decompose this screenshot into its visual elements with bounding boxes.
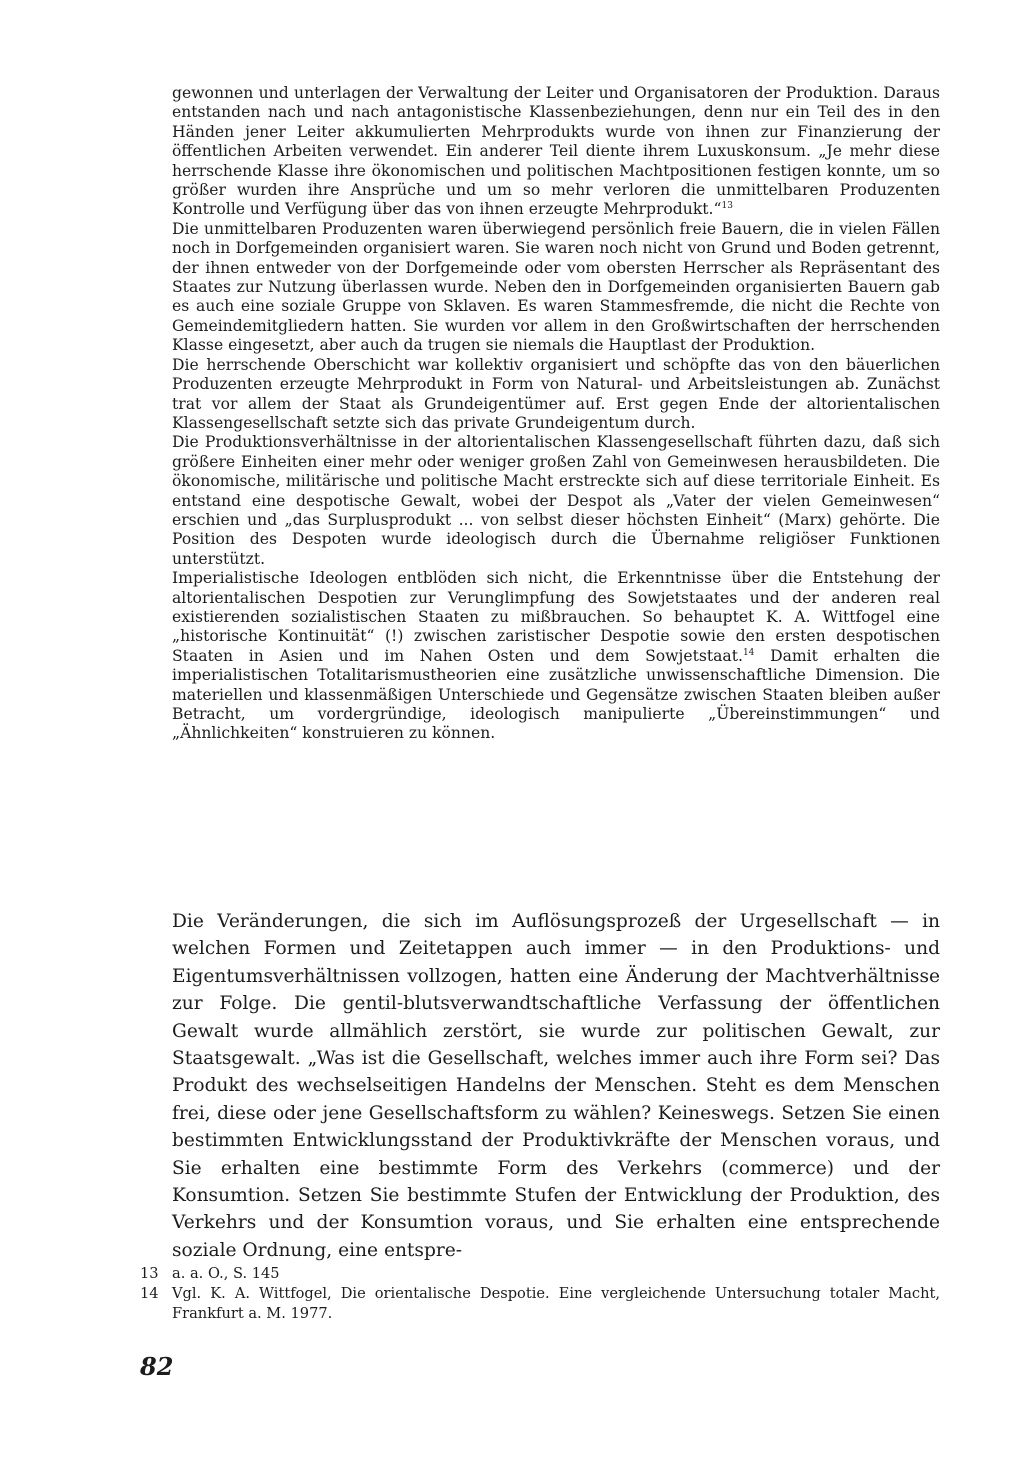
main-text-block xyxy=(172,84,940,744)
footnote-ref-14: 14 xyxy=(742,647,755,658)
paragraph-5 xyxy=(172,569,940,744)
paragraph-1-text: gewonnen und unterlagen der Verwaltung der Leiter und Organisatoren der Produktion. Daraus entstanden nach und nach antagonistische Klassenbeziehungen, denn nur ein Teil des in den Händen jener Leiter akkumulierten Mehrprodukts wurde von ihnen zur Finanzierung der öffentlichen Arbeiten verwendet. Ein anderer Teil diente ihrem Luxuskonsum. „Je mehr diese herrschende Klasse ihre ökonomischen und politischen Machtpositionen festigen konnte, um so größer wurden ihre Ansprüche und um so mehr verloren die unmittelbaren Produzenten Kontrolle und Verfügung über das von ihnen erzeugte Mehrprodukt.“ xyxy=(172,84,940,219)
footnote-13 xyxy=(140,1264,940,1284)
footnote-14 xyxy=(140,1284,940,1324)
body-text-large xyxy=(172,908,940,1264)
footnote-text: Vgl. K. A. Wittfogel, Die orientalische Despotie. Eine vergleichende Untersuchung totaler Macht, Frankfurt a. M. 1977. xyxy=(172,1285,940,1322)
footnote-number: 13 xyxy=(140,1265,159,1282)
paragraph-1 xyxy=(172,84,940,220)
footnote-number: 14 xyxy=(140,1285,159,1302)
paragraph-large: Die Veränderungen, die sich im Auflösungsprozeß der Urgesellschaft — in welchen Formen und Zeitetappen auch immer — in den Produktions- und Eigentumsverhältnissen vollzogen, hatten eine Änderung der Machtverhältnisse zur Folge. Die gentil-blutsverwandtschaftliche Verfassung der öffentlichen Gewalt wurde allmählich zerstört, sie wurde zur politischen Gewalt, zur Staatsgewalt. „Was ist die Gesellschaft, welches immer auch ihre Form sei? Das Produkt des wechselseitigen Handelns der Menschen. Steht es dem Menschen frei, diese oder jene Gesellschaftsform zu wählen? Keineswegs. Setzen Sie einen bestimmten Entwicklungsstand der Produktivkräfte der Menschen voraus, und Sie erhalten eine bestimmte Form des Verkehrs (commerce) und der Konsumtion. Setzen Sie bestimmte Stufen der Entwicklung der Produktion, des Verkehrs und der Konsumtion voraus, und Sie erhalten eine entsprechende soziale Ordnung, eine entspre- xyxy=(172,911,940,1261)
paragraph-4: Die Produktionsverhältnisse in der altorientalischen Klassengesellschaft führten dazu, daß sich größere Einheiten einer mehr oder weniger großen Zahl von Gemeinwesen herausbildeten. Die ökonomische, militärische und politische Macht erstreckte sich auf diese territoriale Einheit. Es entstand eine despotische Gewalt, wobei der Despot als „Vater der vielen Gemeinwesen“ erschien und „das Surplusprodukt ... von selbst dieser höchsten Einheit“ (Marx) gehörte. Die Position des Despoten wurde ideologisch durch die Übernahme religiöser Funktionen unterstützt. xyxy=(172,433,940,568)
paragraph-5-text-before: Imperialistische Ideologen entblöden sich nicht, die Erkenntnisse über die Entstehung der altorientalischen Despotien zur Verunglimpfung des Sowjetstaates und der anderen real existierenden sozialistischen Staaten zu mißbrauchen. So behauptet K. A. Wittfogel eine „historische Kontinuität“ (!) zwischen zaristischer Despotie sowie den ersten despotischen Staaten in Asien und im Nahen Osten und dem Sowjetstaat. xyxy=(172,569,940,665)
paragraph-5-text-after: Damit erhalten die imperialistischen Totalitarismustheorien eine zusätzliche unwissenschaftliche Dimension. Die materiellen und klassenmäßigen Unterschiede und Gegensätze zwischen Staaten bleiben außer Betracht, um vordergründige, ideologisch manipulierte „Übereinstimmungen“ und „Ähnlichkeiten“ konstruieren zu können. xyxy=(172,646,940,743)
paragraph-3: Die herrschende Oberschicht war kollektiv organisiert und schöpfte das von den bäuerlichen Produzenten erzeugte Mehrprodukt in Form von Natural- und Arbeitsleistungen ab. Zunächst trat vor allem der Staat als Grundeigentümer auf. Erst gegen Ende der altorientalischen Klassengesellschaft setzte sich das private Grundeigentum durch. xyxy=(172,355,940,432)
footnote-ref-13: 13 xyxy=(721,201,733,212)
footnote-text: a. a. O., S. 145 xyxy=(172,1265,280,1282)
paragraph-2: Die unmittelbaren Produzenten waren überwiegend persönlich freie Bauern, die in vielen Fällen noch in Dorfgemeinden organisiert waren. Sie waren noch nicht von Grund und Boden getrennt, der ihnen entweder von der Dorfgemeinde oder vom obersten Herrscher als Repräsentant des Staates zur Nutzung überlassen wurde. Neben den in Dorfgemeinden organisierten Bauern gab es auch eine soziale Gruppe von Sklaven. Es waren Stammesfremde, die nicht die Rechte von Gemeindemitgliedern hatten. Sie wurden vor allem in den Großwirtschaften der herrschenden Klasse eingesetzt, aber auch da trugen sie niemals die Hauptlast der Produktion. xyxy=(172,219,940,355)
footnotes xyxy=(140,1264,940,1324)
page-number: 82 xyxy=(140,1352,174,1381)
